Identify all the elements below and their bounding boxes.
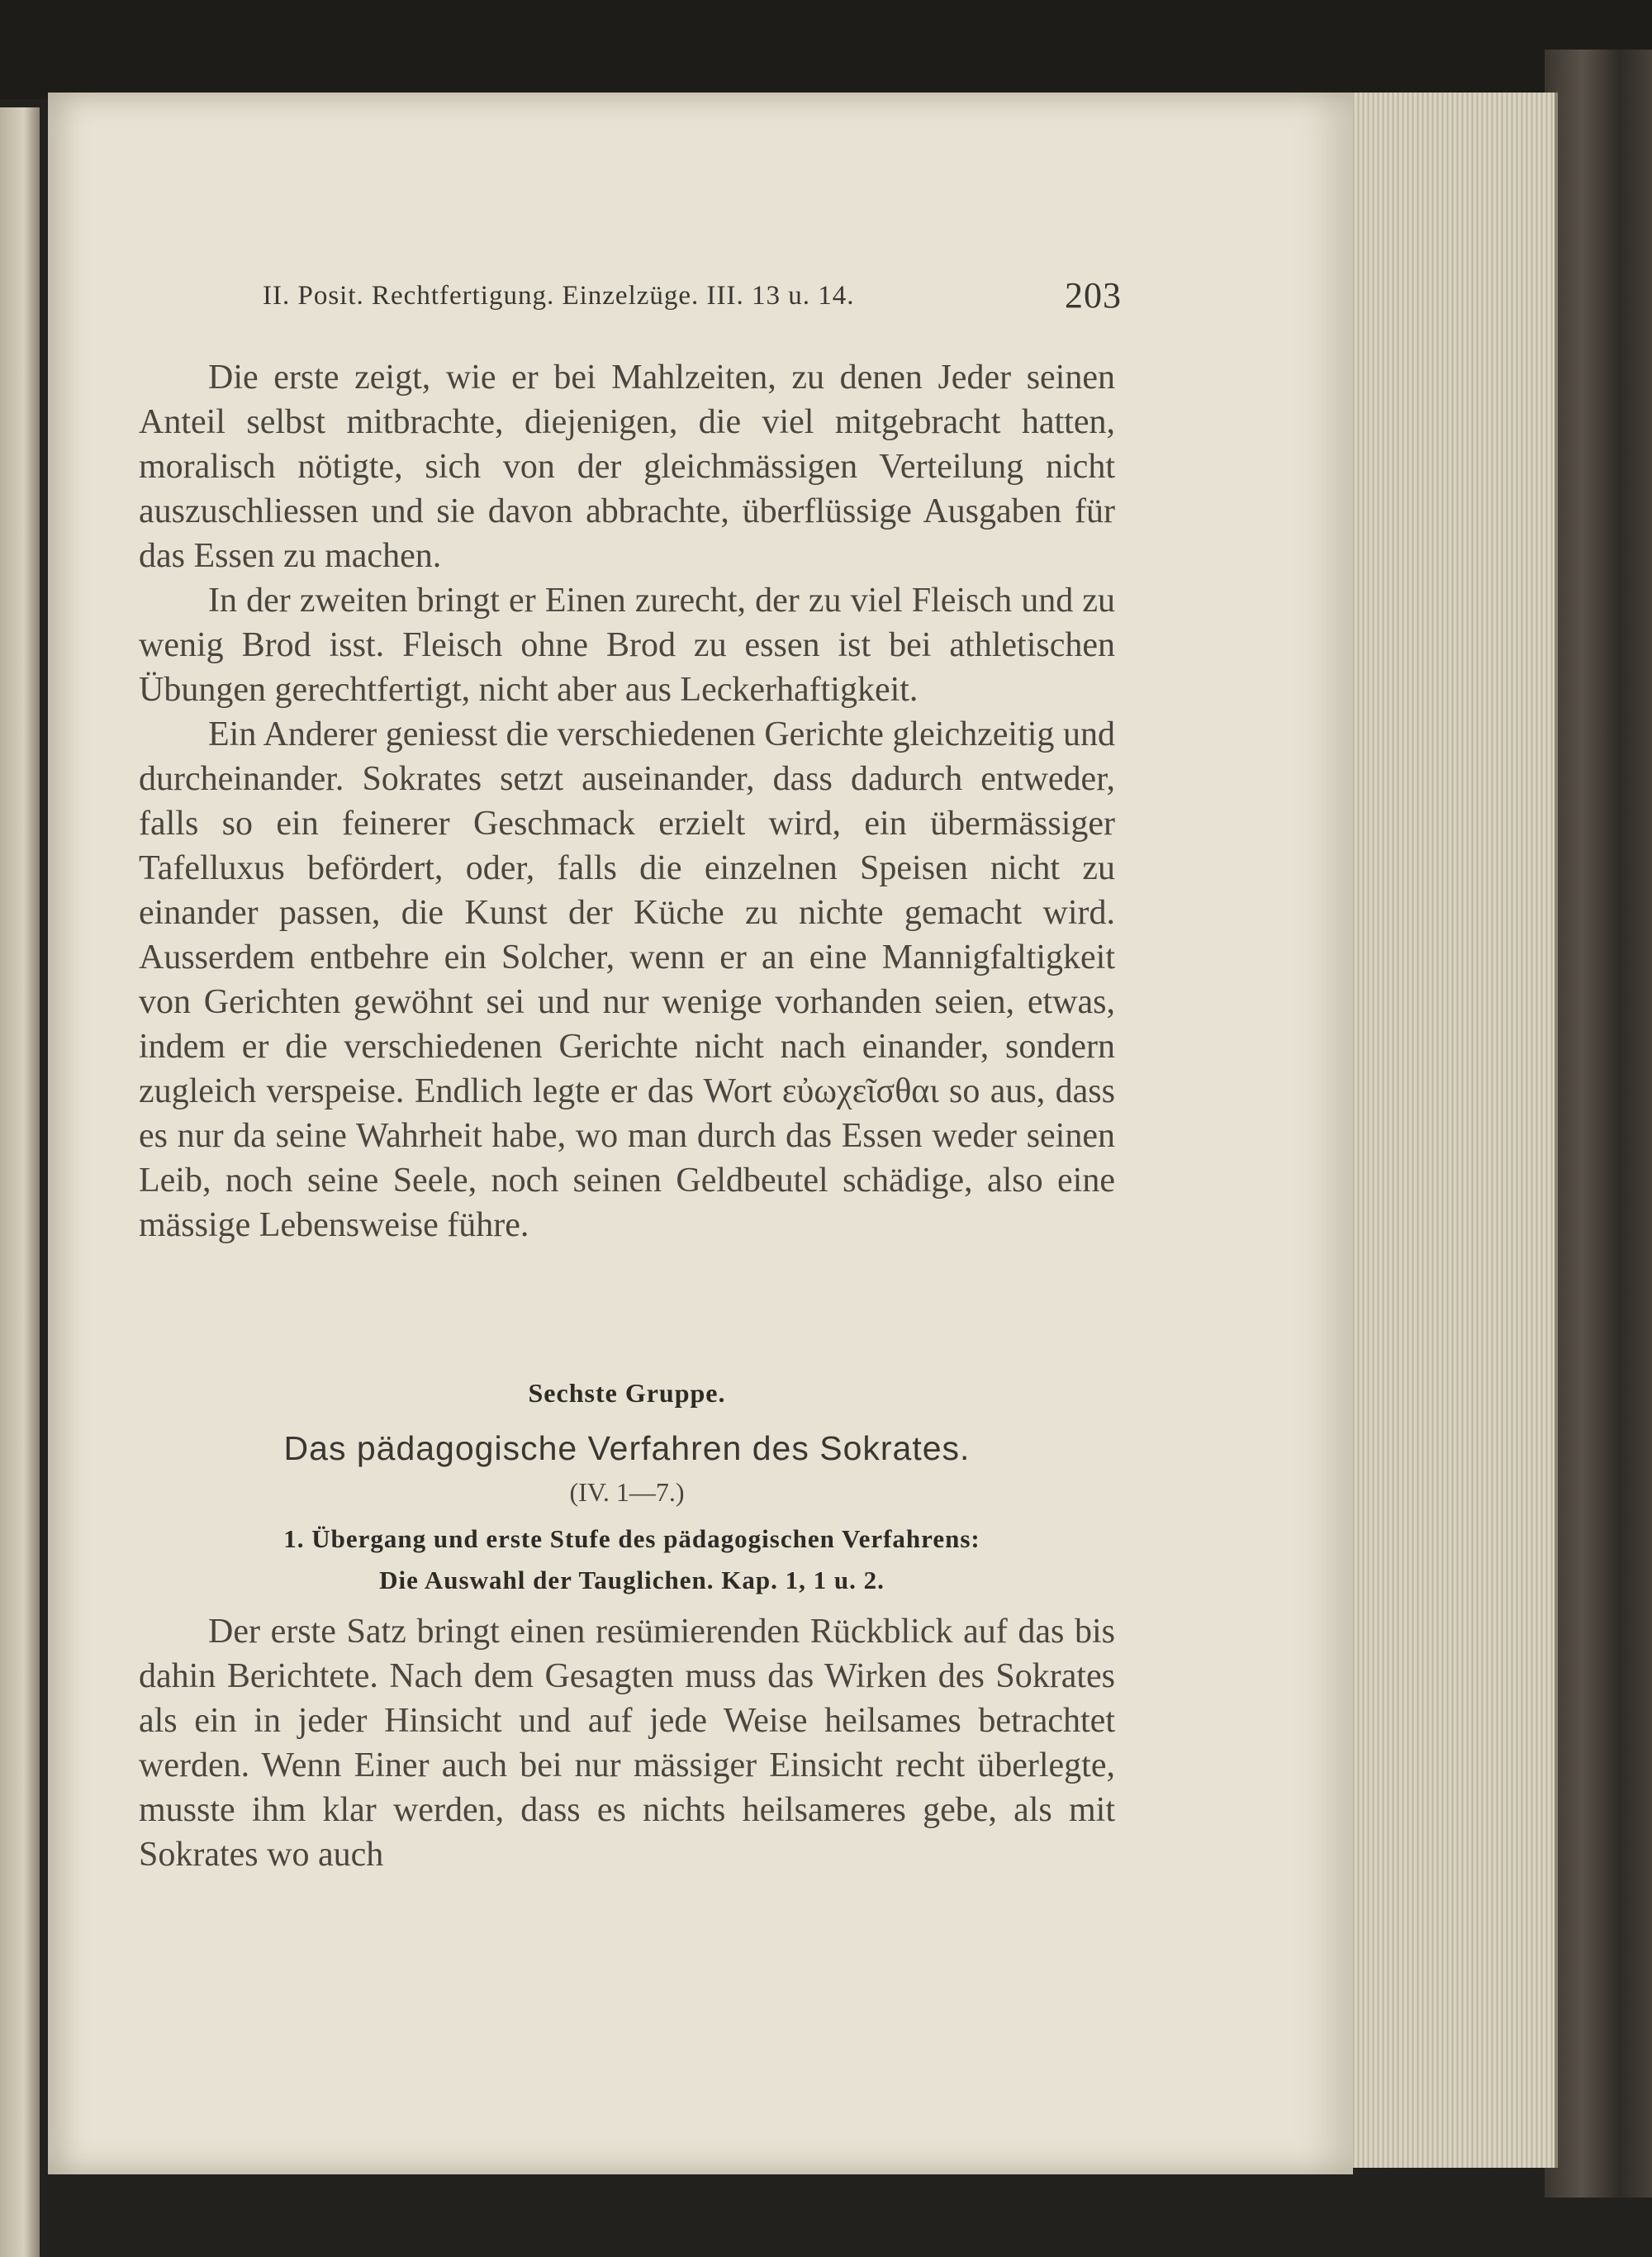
page-stack-edges (1330, 93, 1558, 2168)
section-body-text (139, 1609, 1115, 1877)
left-page-edge (0, 107, 40, 2257)
paragraph: In der zweiten bringt er Einen zurecht, der zu viel Fleisch und zu wenig Brod isst. Fleisch ohne Brod zu essen ist bei athletischen Übungen gerechtfertigt, nicht aber aus Leckerhaftigkeit. (139, 582, 1115, 709)
running-title: II. Posit. Rechtfertigung. Einzelzüge. III. 13 u. 14. (263, 281, 855, 311)
page-number: 203 (1065, 275, 1122, 316)
paragraph: Der erste Satz bringt einen resümierenden Rückblick auf das bis dahin Berichtete. Nach dem Gesagten muss das Wirken des Sokrates als ein in jeder Hinsicht und auf jede Weise heilsames betrachtet werden. Wenn Einer auch bei nur mässiger Einsicht recht überlegte, musste ihm klar werden, dass es nichts heilsameres gebe, als mit Sokrates wo auch (139, 1613, 1115, 1874)
group-title: Sechste Gruppe. (528, 1378, 726, 1408)
subsection-title-line: 1. Übergang und erste Stufe des pädagogischen Verfahrens: (283, 1524, 980, 1553)
body-text (139, 355, 1115, 1247)
page-header (263, 275, 1122, 322)
subsection-title-line: Die Auswahl der Tauglichen. Kap. 1, 1 u. 2. (379, 1566, 885, 1594)
chapter-title: Das pädagogische Verfahren des Sokrates. (283, 1429, 971, 1467)
subsection-title (165, 1518, 1099, 1601)
paragraph: Die erste zeigt, wie er bei Mahlzeiten, zu denen Jeder seinen Anteil selbst mitbrachte, diejenigen, die viel mitgebracht hatten, moralisch nötigte, sich von der gleichmässigen Verteilung nicht auszuschliessen und sie davon abbrachte, überflüssige Ausgaben für das Essen zu machen. (139, 359, 1115, 575)
book-cover-top (0, 0, 1652, 99)
chapter-reference: (IV. 1—7.) (569, 1477, 685, 1507)
book-cover-spine-edge (1545, 50, 1652, 2198)
paragraph: Ein Anderer geniesst die verschiedenen Gerichte gleichzeitig und durcheinander. Sokrates setzt auseinander, dass dadurch entweder, falls so ein feinerer Geschmack erzielt wird, ein übermässiger Tafelluxus befördert, oder, falls die einzelnen Speisen nicht zu einander passen, die Kunst der Küche zu nichte gemacht wird. Ausserdem entbehre ein Solcher, wenn er an eine Mannigfaltigkeit von Gerichten gewöhnt sei und nur wenige vorhanden seien, etwas, indem er die verschiedenen Gerichte nicht nach einander, sondern zugleich verspeise. Endlich legte er das Wort εὐωχεῖσθαι so aus, dass es nur da seine Wahrheit habe, wo man durch das Essen weder seinen Leib, noch seine Seele, noch seinen Geldbeutel schädige, also eine mässige Lebensweise führe. (139, 715, 1115, 1244)
